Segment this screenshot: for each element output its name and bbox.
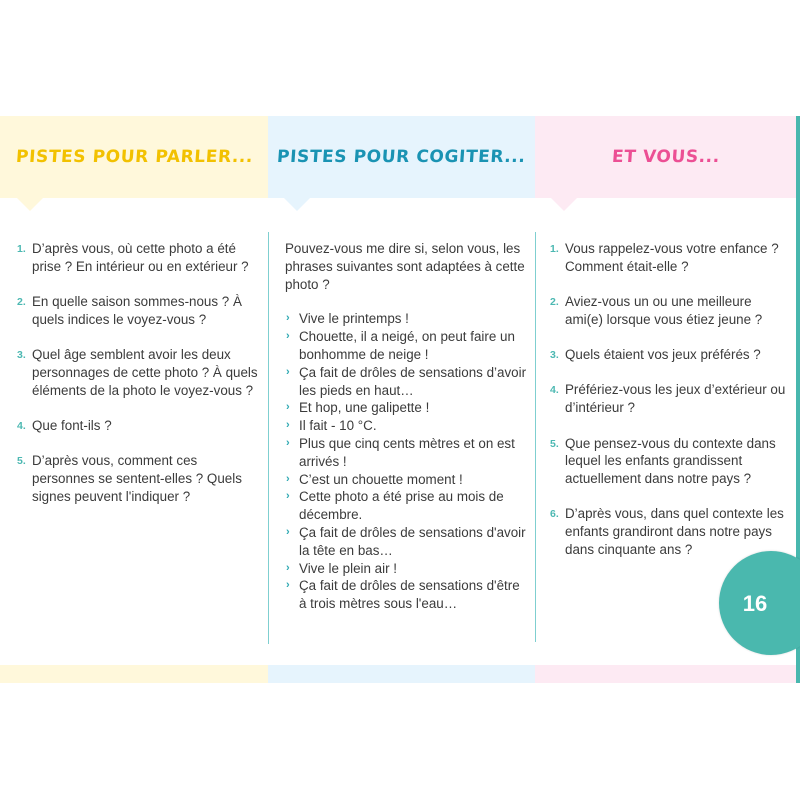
statement-item [285,560,530,578]
question-text: En quelle saison sommes-nous ? À quels indices le voyez-vous ? [32,294,242,327]
question-number: 4. [17,420,26,433]
question-item [550,435,790,488]
statement-text: Chouette, il a neigé, on peut faire un bonhomme de neige ! [299,329,515,362]
column-title: PISTES POUR PARLER... [15,147,255,167]
question-item [550,346,790,364]
question-number: 2. [17,296,26,309]
question-text: Quel âge semblent avoir les deux personnages de cette photo ? À quels éléments de la photo le voyez-vous ? [32,347,258,398]
statement-text: Ça fait de drôles de sensations d'être à trois mètres sous l'eau… [299,578,520,612]
statement-item [285,364,530,400]
question-number: 3. [550,349,559,362]
chevron-right-icon: › [286,525,290,538]
statement-text: Vive le printemps ! [299,311,409,327]
statement-text: Ça fait de drôles de sensations d'avoir la tête en bas… [299,524,526,558]
column-title: ET VOUS... [611,147,721,167]
statement-list [285,310,530,613]
page-number: 16 [742,591,768,616]
chevron-right-icon: › [286,401,290,414]
header-pointer [17,198,43,211]
question-item [550,505,790,558]
chevron-right-icon: › [286,312,290,325]
header-pointer [284,198,310,211]
statement-item [285,328,530,364]
intro-text: Pouvez-vous me dire si, selon vous, les phrases suivantes sont adaptées à cette photo ? [285,241,525,292]
header-pointer [551,198,577,211]
statement-item [285,577,530,613]
chevron-right-icon: › [286,579,290,592]
column-title: PISTES POUR COGITER... [276,147,527,167]
question-text: Que pensez-vous du contexte dans lequel les enfants grandissent actuellement dans notre pays ? [565,435,776,487]
column-cogiter [285,240,530,613]
question-item [17,417,262,435]
header-pistes-parler [0,116,268,198]
question-item [17,346,262,399]
header-pistes-cogiter [268,116,535,198]
question-list [17,240,262,506]
question-text: D’après vous, comment ces personnes se sentent-elles ? Quels signes peuvent l'indiquer ? [32,453,242,504]
statement-text: Cette photo a été prise au mois de décembre. [299,489,504,523]
question-number: 3. [17,349,26,362]
chevron-right-icon: › [286,472,290,485]
column-et-vous [550,240,790,576]
question-text: Que font-ils ? [32,418,112,434]
question-number: 5. [17,455,26,468]
statement-item [285,488,530,524]
question-text: D’après vous, où cette photo a été prise ? En intérieur ou en extérieur ? [32,241,249,274]
question-number: 1. [550,243,559,255]
statement-text: C’est un chouette moment ! [299,471,463,487]
column-divider [268,232,269,644]
statement-item [285,417,530,435]
chevron-right-icon: › [286,436,290,449]
statement-text: Vive le plein air ! [299,560,398,576]
statement-item [285,310,530,328]
question-number: 5. [550,437,559,450]
statement-text: Plus que cinq cents mètres et on est arrivés ! [299,435,515,469]
question-number: 4. [550,384,559,397]
header-et-vous [535,116,797,198]
footer-band-pink [535,665,797,683]
question-item [17,293,262,329]
question-number: 6. [550,508,559,521]
statement-text: Ça fait de drôles de sensations d’avoir les pieds en haut… [299,364,527,398]
column-parler [17,240,262,523]
question-list [550,240,790,559]
column-divider [535,232,536,642]
question-number: 2. [550,296,559,309]
question-item [550,240,790,276]
chevron-right-icon: › [286,561,290,574]
question-text: D’après vous, dans quel contexte les enfants grandiront dans notre pays dans cinquante ans ? [565,506,784,558]
question-item [550,381,790,417]
footer-band-yellow [0,665,268,683]
statement-item [285,435,530,471]
question-text: Quels étaient vos jeux préférés ? [565,347,761,363]
statement-text: Et hop, une galipette ! [299,400,430,416]
statement-text: Il fait - 10 °C. [299,418,377,434]
statement-item [285,399,530,417]
statement-item [285,524,530,560]
question-number: 1. [17,243,26,255]
question-item [550,293,790,329]
question-text: Vous rappelez-vous votre enfance ? Comment était-elle ? [565,241,779,274]
chevron-right-icon: › [286,419,290,432]
question-text: Aviez-vous un ou une meilleure ami(e) lorsque vous étiez jeune ? [565,294,763,327]
question-text: Préfériez-vous les jeux d’extérieur ou d’intérieur ? [565,382,786,416]
chevron-right-icon: › [286,330,290,343]
question-item [17,452,262,505]
statement-item [285,471,530,489]
footer-band-blue [268,665,535,683]
question-item [17,240,262,276]
chevron-right-icon: › [286,490,290,503]
chevron-right-icon: › [286,365,290,378]
